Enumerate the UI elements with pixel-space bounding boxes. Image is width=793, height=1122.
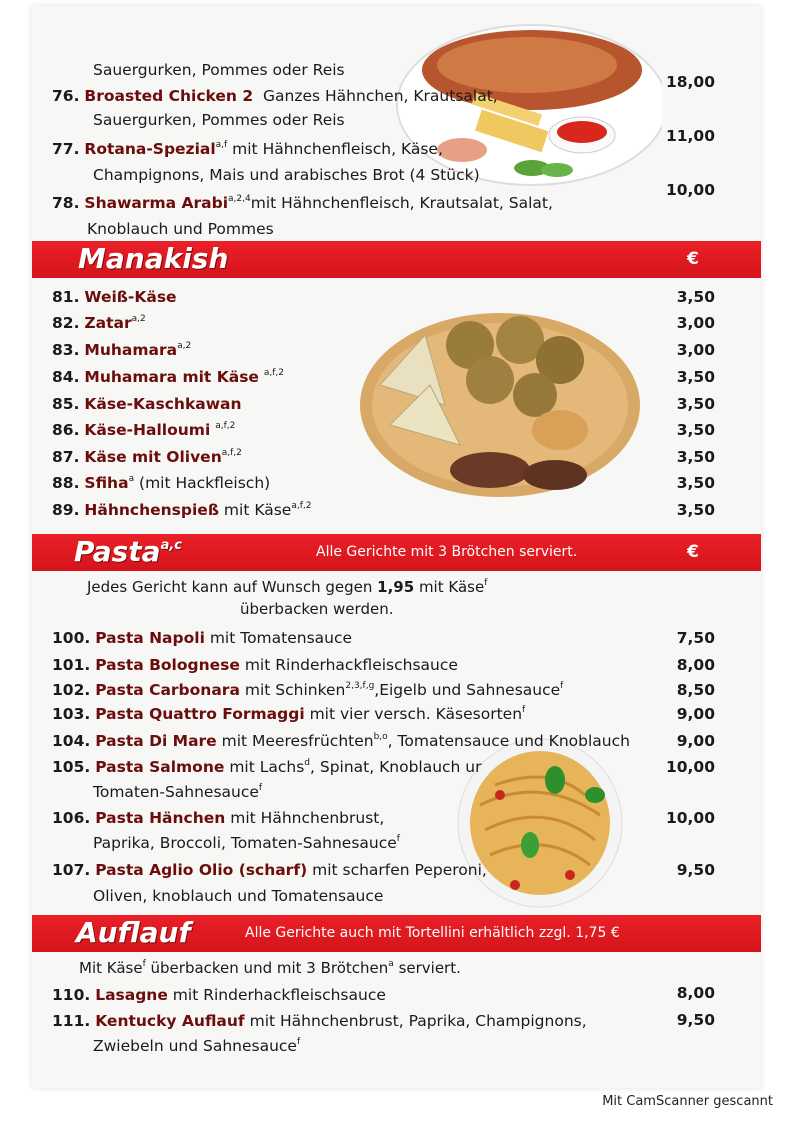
menu-item-103: 103. Pasta Quattro Formaggi mit vier versch. Käsesorten$^f$: [52, 705, 526, 723]
manakish-platter-image: [350, 305, 640, 505]
price-111: 9,50: [676, 1011, 715, 1029]
price-105: 10,00: [665, 758, 715, 776]
menu-item-77: 77. Rotana-Spezial$^{a,f}$ mit Hähnchenfleisch, Käse,: [52, 140, 443, 158]
camscanner-watermark: Mit CamScanner gescannt: [602, 1094, 773, 1109]
price-84: 3,50: [676, 368, 715, 386]
price-86: 3,50: [676, 421, 715, 439]
price-101: 8,00: [676, 656, 715, 674]
pasta-header: [32, 534, 761, 571]
pasta-intro-line1: Jedes Gericht kann auf Wunsch gegen 1,95 mit Käse$^f$: [87, 578, 488, 596]
menu-item-110: 110. Lasagne mit Rinderhackfleischsauce: [52, 986, 386, 1004]
currency-symbol: €: [687, 249, 699, 269]
price-110: 8,00: [676, 984, 715, 1002]
pasta-note: Alle Gerichte mit 3 Brötchen serviert.: [316, 544, 578, 560]
manakish-header: [32, 241, 761, 278]
menu-item-111-desc: Zwiebeln und Sahnesauce$^f$: [93, 1037, 301, 1055]
currency-symbol: €: [687, 542, 699, 562]
price-106: 10,00: [665, 809, 715, 827]
menu-item-100: 100. Pasta Napoli mit Tomatensauce: [52, 629, 353, 647]
menu-item-101: 101. Pasta Bolognese mit Rinderhackfleischsauce: [52, 656, 458, 674]
menu-item-111: 111. Kentucky Auflauf mit Hähnchenbrust, Paprika, Champignons,: [52, 1012, 587, 1030]
price-102: 8,50: [676, 681, 715, 699]
section-title-manakish: Manakish: [78, 242, 229, 275]
price-82: 3,00: [676, 314, 715, 332]
price-104: 9,00: [676, 732, 715, 750]
menu-item-76: 76. Broasted Chicken 2 Ganzes Hähnchen, Krautsalat,: [52, 87, 498, 105]
menu-item-102: 102. Pasta Carbonara mit Schinken$^{2,3,f,g}$,Eigelb und Sahnesauce$^f$: [52, 681, 564, 699]
menu-item-83: 83. Muhamara$^{a,2}$: [52, 341, 192, 359]
section-title-pasta: Pasta$^{a,c}$: [74, 535, 182, 568]
price-87: 3,50: [676, 448, 715, 466]
price-103: 9,00: [676, 705, 715, 723]
section-title-auflauf: Auflauf: [76, 916, 191, 949]
price-83: 3,00: [676, 341, 715, 359]
auflauf-header: [32, 915, 761, 952]
menu-item-105: 105. Pasta Salmone mit Lachs$^d$, Spinat, Knoblauch ur: [52, 758, 482, 776]
menu-item-104: 104. Pasta Di Mare mit Meeresfrüchten$^{b,o}$, Tomatensauce und Knoblauch: [52, 732, 630, 750]
price-89: 3,50: [676, 501, 715, 519]
item-continuation: Sauergurken, Pommes oder Reis: [93, 61, 345, 79]
menu-item-85: 85. Käse-Kaschkawan: [52, 395, 242, 413]
auflauf-note: Alle Gerichte auch mit Tortellini erhältlich zzgl. 1,75 €: [245, 925, 620, 941]
menu-item-107-desc: Oliven, knoblauch und Tomatensauce: [93, 887, 384, 905]
menu-item-107: 107. Pasta Aglio Olio (scharf) mit scharfen Peperoni,: [52, 861, 487, 879]
price-100: 7,50: [676, 629, 715, 647]
menu-item-82: 82. Zatar$^{a,2}$: [52, 314, 146, 332]
price-78: 10,00: [665, 181, 715, 199]
menu-item-86: 86. Käse-Halloumi $^{a,f,2}$: [52, 421, 236, 439]
price-85: 3,50: [676, 395, 715, 413]
menu-item-106-desc: Paprika, Broccoli, Tomaten-Sahnesauce$^f$: [93, 834, 400, 852]
menu-item-105-desc: Tomaten-Sahnesauce$^f$: [93, 783, 263, 801]
price-88: 3,50: [676, 474, 715, 492]
menu-item-78: 78. Shawarma Arabi$^{a,2,4}$mit Hähnchenfleisch, Krautsalat, Salat,: [52, 194, 553, 212]
menu-item-84: 84. Muhamara mit Käse $^{a,f,2}$: [52, 368, 285, 386]
menu-item-77-desc: Champignons, Mais und arabisches Brot (4 Stück): [93, 166, 480, 184]
price-81: 3,50: [676, 288, 715, 306]
menu-item-87: 87. Käse mit Oliven$^{a,f,2}$: [52, 448, 242, 466]
pasta-intro-line2: überbacken werden.: [240, 600, 394, 618]
menu-item-78-desc: Knoblauch und Pommes: [87, 220, 274, 238]
price-77: 11,00: [665, 127, 715, 145]
auflauf-intro: Mit Käse$^f$ überbacken und mit 3 Brötchen$^a$ serviert.: [79, 959, 461, 977]
price-107: 9,50: [676, 861, 715, 879]
menu-item-88: 88. Sfiha$^a$ (mit Hackfleisch): [52, 474, 271, 492]
menu-item-106: 106. Pasta Hänchen mit Hähnchenbrust,: [52, 809, 385, 827]
price-76: 18,00: [665, 73, 715, 91]
menu-item-76-desc: Sauergurken, Pommes oder Reis: [93, 111, 345, 129]
menu-item-89: 89. Hähnchenspieß mit Käse$^{a,f,2}$: [52, 501, 312, 519]
menu-item-81: 81. Weiß-Käse: [52, 288, 177, 306]
